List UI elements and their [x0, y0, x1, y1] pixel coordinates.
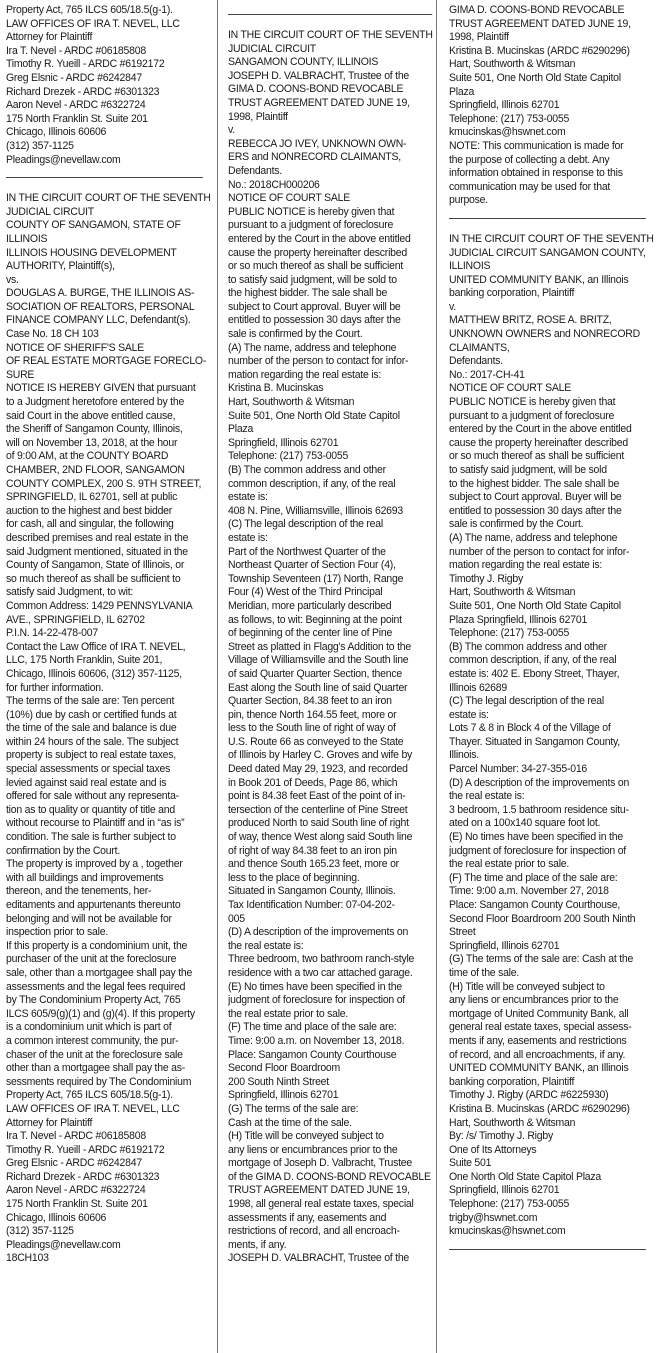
- notice-line: JUDICIAL CIRCUIT: [6, 205, 94, 218]
- notice-line: Thayer. Situated in Sangamon County,: [449, 735, 620, 748]
- notice-line: of right of way 84.38 feet to an iron pin: [228, 844, 397, 857]
- legal-notice: [228, 29, 440, 1266]
- notice-line: JUDICIAL CIRCUIT: [228, 42, 316, 55]
- notice-line: described premises and real estate in the: [6, 531, 189, 544]
- notice-line: Richard Drezek - ARDC #6301323: [6, 1170, 160, 1183]
- notice-line: (C) The legal description of the real: [449, 695, 604, 708]
- notice-line: sale, other than a mortgagee shall pay the: [6, 966, 193, 979]
- notice-line: 200 South Ninth Street: [228, 1075, 329, 1088]
- notice-line: (B) The common address and other: [449, 640, 607, 653]
- notice-line: Property Act, 765 ILCS 605/18.5(g-1).: [6, 4, 173, 16]
- notice-line: Plaza Springfield, Illinois 62701: [449, 613, 588, 626]
- notice-line: 18CH103: [6, 1252, 49, 1265]
- notice-line: P.I.N. 14-22-478-007: [6, 627, 98, 640]
- notice-line: chaser of the unit at the foreclosure sale: [6, 1048, 183, 1061]
- notice-line: the real estate prior to sale.: [228, 1007, 349, 1020]
- notice-line: 408 N. Pine, Williamsville, Illinois 62693: [228, 504, 403, 517]
- notice-line: pursuant to a judgment of foreclosure: [228, 219, 394, 232]
- notice-line: to the highest bidder. The sale shall be: [449, 477, 620, 490]
- notice-line: One North Old State Capitol Plaza: [449, 1170, 602, 1183]
- notice-line: SOCIATION OF REALTORS, PERSONAL: [6, 300, 195, 313]
- notice-line: Time: 9:00 a.m. on November 13, 2018.: [228, 1034, 405, 1047]
- notice-line: the purpose of collecting a debt. Any: [449, 153, 610, 166]
- notice-line: (A) The name, address and telephone: [228, 341, 397, 354]
- notice-line: mortgage of United Community Bank, all: [449, 1007, 629, 1020]
- notice-line: Three bedroom, two bathroom ranch-style: [228, 953, 415, 966]
- notice-line: JUDICIAL CIRCUIT SANGAMON COUNTY,: [449, 246, 646, 259]
- notice-line: SANGAMON COUNTY, ILLINOIS: [228, 56, 379, 69]
- notice-line: 175 North Franklin St. Suite 201: [6, 112, 148, 125]
- notice-line: of record, and all encroachments, if any.: [449, 1048, 626, 1061]
- notice-line: banking corporation, Plaintiff: [449, 1075, 575, 1088]
- column-2: [228, 4, 440, 1266]
- notice-line: entered by the Court in the above entitled: [228, 232, 411, 245]
- notice-line: Second Floor Boardroom 200 South Ninth: [449, 912, 636, 925]
- notice-line: pin, thence North 164.55 feet, more or: [228, 708, 397, 721]
- legal-notice: [6, 192, 210, 1266]
- notice-separator: [449, 218, 646, 219]
- notice-line: Greg Elsnic - ARDC #6242847: [6, 1157, 142, 1170]
- notice-line: Quarter Section, 84.38 feet to an iron: [228, 695, 392, 708]
- notice-line: Timothy J. Rigby: [449, 572, 523, 585]
- notice-line: communication may be used for that: [449, 180, 611, 193]
- notice-line: pursuant to a judgment of foreclosure: [449, 409, 615, 422]
- notice-line: residence with a two car attached garage.: [228, 966, 413, 979]
- notice-line: mation regarding the real estate is:: [449, 559, 603, 572]
- notice-line: kmucinskas@hswnet.com: [449, 126, 566, 139]
- notice-line: satisfy said Judgment, to wit:: [6, 586, 134, 599]
- notice-line: ments, if any.: [228, 1238, 287, 1251]
- notice-line: Telephone: (217) 753-0055: [449, 627, 570, 640]
- notice-line: TRUST AGREEMENT DATED JUNE 19,: [449, 17, 631, 30]
- notice-line: of 9:00 AM, at the COUNTY BOARD: [6, 450, 169, 463]
- notice-line: (H) Title will be conveyed subject to: [228, 1130, 384, 1143]
- notice-line: estate is:: [449, 708, 489, 721]
- notice-line: Springfield, Illinois 62701: [228, 436, 339, 449]
- notice-line: Lots 7 & 8 in Block 4 of the Village of: [449, 722, 611, 735]
- notice-line: (G) The terms of the sale are:: [228, 1102, 359, 1115]
- notice-line: belonging and will not be available for: [6, 912, 172, 925]
- notice-line: Northeast Quarter of Section Four (4),: [228, 559, 396, 572]
- notice-line: Kristina B. Mucinskas (ARDC #6290296): [449, 44, 630, 57]
- notice-line: (G) The terms of the sale are: Cash at the: [449, 953, 634, 966]
- notice-line: Time: 9:00 a.m. November 27, 2018: [449, 885, 609, 898]
- notice-line: sessments required by The Condominium: [6, 1075, 192, 1088]
- notice-line: GIMA D. COONS-BOND REVOCABLE: [449, 4, 625, 16]
- notice-line: Kristina B. Mucinskas (ARDC #6290296): [449, 1102, 630, 1115]
- notice-line: (H) Title will be conveyed subject to: [449, 980, 605, 993]
- notice-line: UNITED COMMUNITY BANK, an Illinois: [449, 273, 629, 286]
- notice-line: COUNTY COMPLEX, 200 S. 9TH STREET,: [6, 477, 202, 490]
- notice-line: common description, if any, of the real: [449, 654, 617, 667]
- notice-line: v.: [228, 124, 235, 137]
- notice-line: Timothy R. Yueill - ARDC #6192172: [6, 1143, 165, 1156]
- notice-line: Tax Identification Number: 07-04-202-: [228, 899, 395, 911]
- notice-line: and thence South 165.23 feet, more or: [228, 858, 399, 871]
- notice-line: thereon, and the tenements, her-: [6, 885, 152, 898]
- notice-line: will on November 13, 2018, at the hour: [6, 436, 178, 449]
- notice-line: number of the person to contact for infor-: [449, 545, 630, 558]
- notice-line: less to the place of beginning.: [228, 871, 360, 884]
- notice-line: Suite 501, One North Old State Capitol: [228, 409, 400, 422]
- notice-separator: [449, 1249, 646, 1250]
- notice-line: Greg Elsnic - ARDC #6242847: [6, 71, 142, 84]
- column-3: [449, 4, 653, 1264]
- notice-line: 1998, Plaintiff: [228, 110, 288, 123]
- notice-line: Ira T. Nevel - ARDC #06185808: [6, 1130, 146, 1143]
- notice-line: 1998, all general real estate taxes, special: [228, 1198, 414, 1211]
- notice-line: Cash at the time of the sale.: [228, 1116, 352, 1129]
- notice-line: other than a mortgagee shall pay the as-: [6, 1062, 185, 1075]
- notice-line: Meridian, more particularly described: [228, 599, 392, 612]
- notice-line: CLAIMANTS,: [449, 341, 510, 354]
- notice-line: the highest bidder. The sale shall be: [228, 287, 388, 300]
- notice-line: Suite 501, One North Old State Capitol: [449, 71, 621, 84]
- notice-line: DOUGLAS A. BURGE, THE ILLINOIS AS-: [6, 287, 195, 300]
- notice-line: information obtained in response to this: [449, 167, 623, 180]
- notice-line: Timothy R. Yueill - ARDC #6192172: [6, 58, 165, 71]
- notice-line: JOSEPH D. VALBRACHT, Trustee of the: [228, 1252, 410, 1265]
- notice-line: Suite 501: [449, 1157, 492, 1170]
- notice-line: OF REAL ESTATE MORTGAGE FORECLO-: [6, 355, 207, 368]
- notice-line: cause the property hereinafter described: [228, 246, 407, 259]
- notice-line: common description, if any, of the real: [228, 477, 396, 490]
- notice-line: REBECCA JO IVEY, UNKNOWN OWN-: [228, 137, 407, 150]
- notice-line: (10%) due by cash or certified funds at: [6, 708, 177, 721]
- notice-line: East along the South line of said Quarter: [228, 681, 408, 694]
- notice-line: (E) No times have been specified in the: [449, 831, 623, 844]
- notice-line: NOTICE OF SHERIFF'S SALE: [6, 341, 144, 354]
- notice-line: Hart, Southworth & Witsman: [449, 586, 576, 599]
- notice-line: confirmation by the Court.: [6, 844, 121, 857]
- notice-line: ILCS 605/9(g)(1) and (g)(4). If this property: [6, 1007, 195, 1020]
- notice-line: IN THE CIRCUIT COURT OF THE SEVENTH: [449, 232, 654, 245]
- notice-line: (A) The name, address and telephone: [449, 531, 618, 544]
- notice-line: CHAMBER, 2ND FLOOR, SANGAMON: [6, 464, 185, 476]
- notice-line: purpose.: [449, 194, 488, 207]
- notice-line: Telephone: (217) 753-0055: [449, 112, 570, 125]
- notice-line: UNITED COMMUNITY BANK, an Illinois: [449, 1062, 629, 1075]
- notice-line: Attorney for Plaintiff: [6, 1116, 93, 1129]
- notice-line: ments if any, easements and restrictions: [449, 1034, 627, 1047]
- notice-line: number of the person to contact for infor-: [228, 355, 409, 368]
- notice-line: of beginning of the center line of Pine: [228, 627, 393, 640]
- notice-line: Street as platted in Flagg's Addition to the: [228, 640, 411, 653]
- notice-line: sale is confirmed by the Court.: [449, 518, 584, 531]
- notice-line: NOTICE OF COURT SALE: [449, 382, 571, 395]
- notice-line: NOTICE IS HEREBY GIVEN that pursuant: [6, 382, 196, 395]
- notice-line: LAW OFFICES OF IRA T. NEVEL, LLC: [6, 17, 180, 30]
- notice-line: 1998, Plaintiff: [449, 31, 509, 44]
- column-divider: [217, 0, 218, 1353]
- notice-line: without recourse to Plaintiff and in “as is”: [6, 817, 185, 830]
- notice-line: (F) The time and place of the sale are:: [228, 1021, 397, 1034]
- notice-line: UNKNOWN OWNERS and NONRECORD: [449, 328, 640, 341]
- notice-line: (F) The time and place of the sale are:: [449, 871, 618, 884]
- notice-line: to a Judgment heretofore entered by the: [6, 396, 185, 409]
- notice-line: said Court in the above entitled cause,: [6, 409, 176, 422]
- notice-line: 005: [228, 912, 245, 925]
- notice-line: subject to Court approval. Buyer will be: [228, 300, 401, 313]
- notice-line: JOSEPH D. VALBRACHT, Trustee of the: [228, 69, 410, 82]
- notice-line: tersection of the centerline of Pine Street: [228, 803, 408, 816]
- notice-line: ILLINOIS: [449, 260, 491, 273]
- notice-line: GIMA D. COONS-BOND REVOCABLE: [228, 83, 404, 96]
- notice-line: Second Floor Boardroom: [228, 1062, 341, 1075]
- notice-line: is a condominium unit which is part of: [6, 1021, 172, 1034]
- notice-line: purchaser of the unit at the foreclosure: [6, 953, 177, 966]
- notice-line: Illinois 62689: [449, 681, 507, 694]
- notice-line: the Sheriff of Sangamon County, Illinois,: [6, 423, 183, 436]
- notice-line: Chicago, Illinois 60606, (312) 357-1125,: [6, 667, 182, 680]
- notice-line: Situated in Sangamon County, Illinois.: [228, 885, 396, 898]
- notice-line: subject to Court approval. Buyer will be: [449, 491, 622, 504]
- notice-line: to satisfy said judgment, will be sold to: [228, 273, 397, 286]
- notice-line: COUNTY OF SANGAMON, STATE OF: [6, 219, 181, 232]
- notice-line: By: /s/ Timothy J. Rigby: [449, 1130, 553, 1143]
- notice-line: estate is:: [228, 491, 268, 504]
- notice-line: any liens or encumbrances prior to the: [228, 1143, 398, 1156]
- notice-line: of said Quarter Quarter Section, thence: [228, 667, 402, 680]
- notice-line: FINANCE COMPANY LLC, Defendant(s).: [6, 314, 191, 327]
- notice-line: (C) The legal description of the real: [228, 518, 383, 531]
- notice-line: the real estate prior to sale.: [449, 858, 570, 871]
- legal-notice: [6, 4, 210, 167]
- notice-line: Chicago, Illinois 60606: [6, 1211, 107, 1224]
- notice-line: by The Condominium Property Act, 765: [6, 994, 181, 1007]
- notice-line: entitled to possession 30 days after the: [228, 314, 401, 327]
- notice-line: ated on a 100x140 square foot lot.: [449, 817, 601, 830]
- notice-line: in Book 201 of Deeds, Page 86, which: [228, 776, 398, 789]
- notice-line: TRUST AGREEMENT DATED JUNE 19,: [228, 96, 410, 109]
- notice-line: within 24 hours of the sale. The subject: [6, 735, 179, 748]
- notice-line: Property Act, 765 ILCS 605/18.5(g-1).: [6, 1089, 173, 1102]
- notice-line: so much thereof as shall be sufficient to: [6, 572, 181, 585]
- notice-line: ERS and NONRECORD CLAIMANTS,: [228, 151, 401, 164]
- notice-line: Attorney for Plaintiff: [6, 31, 93, 44]
- notice-line: Case No. 18 CH 103: [6, 328, 99, 341]
- column-1: [6, 4, 210, 1266]
- notice-line: ILLINOIS HOUSING DEVELOPMENT: [6, 246, 177, 259]
- notice-line: SPRINGFIELD, IL 62701, sell at public: [6, 491, 178, 504]
- notice-line: judgment of foreclosure for inspection of: [449, 844, 626, 857]
- notice-line: Timothy J. Rigby (ARDC #6225930): [449, 1089, 609, 1102]
- notice-line: Place: Sangamon County Courthouse,: [449, 899, 621, 911]
- notice-line: for further information.: [6, 681, 104, 694]
- notice-line: No.: 2017-CH-41: [449, 368, 525, 381]
- notice-line: a common interest community, the pur-: [6, 1034, 179, 1047]
- notice-line: time of the sale.: [449, 966, 520, 979]
- notice-line: with all buildings and improvements: [6, 871, 164, 884]
- notice-line: LAW OFFICES OF IRA T. NEVEL, LLC: [6, 1102, 180, 1115]
- notice-line: auction to the highest and best bidder: [6, 504, 173, 517]
- notice-line: cause the property hereinafter described: [449, 436, 628, 449]
- notice-line: AVE., SPRINGFIELD, IL 62702: [6, 613, 145, 626]
- notice-line: (E) No times have been specified in the: [228, 980, 402, 993]
- notice-line: Springfield, Illinois 62701: [449, 939, 560, 952]
- notice-separator: [228, 14, 432, 15]
- notice-line: for cash, all and singular, the following: [6, 518, 174, 531]
- notice-line: (312) 357-1125: [6, 139, 74, 152]
- legal-notice: [449, 4, 653, 208]
- notice-line: tion as to quality or quantity of title and: [6, 803, 175, 816]
- notice-line: general real estate taxes, special assess-: [449, 1021, 632, 1034]
- notice-line: assessments if any, easements and: [228, 1211, 387, 1224]
- notice-line: vs.: [6, 273, 19, 286]
- notice-line: Aaron Nevel - ARDC #6322724: [6, 99, 146, 112]
- notice-line: Hart, Southworth & Witsman: [449, 1116, 576, 1129]
- notice-line: Telephone: (217) 753-0055: [449, 1198, 570, 1211]
- notice-line: as follows, to wit: Beginning at the point: [228, 613, 402, 626]
- notice-line: levied against said real estate and is: [6, 776, 167, 789]
- notice-line: trigby@hswnet.com: [449, 1211, 538, 1224]
- notice-line: Plaza: [449, 85, 475, 98]
- notice-line: Township Seventeen (17) North, Range: [228, 572, 404, 585]
- notice-line: Defendants.: [228, 164, 282, 177]
- notice-line: Aaron Nevel - ARDC #6322724: [6, 1184, 146, 1197]
- notice-line: One of Its Attorneys: [449, 1143, 537, 1156]
- notice-line: banking corporation, Plaintiff: [449, 287, 575, 300]
- notice-line: Parcel Number: 34-27-355-016: [449, 763, 588, 776]
- notice-line: produced North to said South line of right: [228, 817, 409, 830]
- legal-notice: [449, 233, 653, 1239]
- notice-line: Deed dated May 29, 1923, and recorded: [228, 763, 408, 776]
- notice-line: to satisfy said judgment, will be sold: [449, 464, 607, 476]
- notice-line: If this property is a condominium unit, the: [6, 939, 188, 952]
- notice-line: said Judgment mentioned, situated in the: [6, 545, 188, 558]
- notice-line: Defendants.: [449, 355, 503, 368]
- notice-line: special assessments or special taxes: [6, 763, 171, 776]
- notice-line: Suite 501, One North Old State Capitol: [449, 599, 621, 612]
- notice-line: 175 North Franklin St. Suite 201: [6, 1198, 148, 1211]
- notice-line: of the GIMA D. COONS-BOND REVOCABLE: [228, 1170, 431, 1183]
- notice-line: Springfield, Illinois 62701: [449, 1184, 560, 1197]
- notice-line: Hart, Southworth & Witsman: [228, 396, 355, 409]
- notice-line: inspection prior to sale.: [6, 926, 109, 939]
- notice-line: Part of the Northwest Quarter of the: [228, 545, 386, 558]
- notice-line: ILLINOIS: [6, 232, 48, 245]
- notice-line: of way, thence West along said South line: [228, 831, 413, 844]
- notice-line: IN THE CIRCUIT COURT OF THE SEVENTH: [6, 192, 211, 205]
- notice-line: Place: Sangamon County Courthouse: [228, 1048, 397, 1061]
- notice-line: Four (4) West of the Third Principal: [228, 586, 383, 599]
- notice-line: 3 bedroom, 1.5 bathroom residence situ-: [449, 803, 629, 816]
- notice-line: Pleadings@nevellaw.com: [6, 1238, 121, 1251]
- notice-line: U.S. Route 66 as conveyed to the State: [228, 735, 404, 748]
- notice-line: NOTE: This communication is made for: [449, 139, 624, 152]
- notice-line: any liens or encumbrances prior to the: [449, 994, 619, 1007]
- notice-line: or so much thereof as shall be sufficient: [449, 450, 625, 463]
- notice-line: mortgage of Joseph D. Valbracht, Trustee: [228, 1157, 412, 1170]
- notice-line: NOTICE OF COURT SALE: [228, 192, 350, 205]
- notice-line: Contact the Law Office of IRA T. NEVEL,: [6, 640, 186, 653]
- notice-line: (B) The common address and other: [228, 464, 386, 476]
- notice-line: Telephone: (217) 753-0055: [228, 450, 349, 463]
- notice-line: Street: [449, 926, 476, 939]
- notice-line: condition. The sale is further subject to: [6, 831, 176, 844]
- notice-line: point is 84.38 feet East of the point of in-: [228, 790, 406, 803]
- notice-line: The property is improved by a , together: [6, 858, 183, 871]
- notice-line: entitled to possession 30 days after the: [449, 504, 622, 517]
- notice-line: Kristina B. Mucinskas: [228, 382, 324, 395]
- notice-line: judgment of foreclosure for inspection of: [228, 994, 405, 1007]
- notice-line: Plaza: [228, 423, 254, 436]
- notice-line: PUBLIC NOTICE is hereby given that: [449, 396, 616, 409]
- notice-separator: [6, 177, 203, 178]
- notice-line: Village of Williamsville and the South line: [228, 654, 409, 667]
- notice-line: Ira T. Nevel - ARDC #06185808: [6, 44, 146, 57]
- notice-line: Springfield, Illinois 62701: [228, 1089, 339, 1102]
- notice-line: the real estate is:: [449, 790, 525, 803]
- notice-line: Hart, Southworth & Witsman: [449, 58, 576, 71]
- notice-line: less to the South line of right of way of: [228, 722, 396, 735]
- notice-line: mation regarding the real estate is:: [228, 368, 382, 381]
- notice-line: TRUST AGREEMENT DATED JUNE 19,: [228, 1184, 410, 1197]
- notice-line: (312) 357-1125: [6, 1225, 74, 1238]
- notice-line: Illinois.: [449, 749, 479, 762]
- notice-line: IN THE CIRCUIT COURT OF THE SEVENTH: [228, 29, 433, 41]
- notice-line: the time of the sale and balance is due: [6, 722, 177, 735]
- notice-line: MATTHEW BRITZ, ROSE A. BRITZ,: [449, 314, 612, 327]
- notice-line: Richard Drezek - ARDC #6301323: [6, 85, 160, 98]
- notice-line: editaments and appurtenants thereunto: [6, 899, 181, 911]
- notice-line: LLC, 175 North Franklin, Suite 201,: [6, 654, 163, 667]
- notice-line: restrictions of record, and all encroach-: [228, 1225, 400, 1238]
- notice-line: kmucinskas@hswnet.com: [449, 1225, 566, 1238]
- notice-line: assessments and the legal fees required: [6, 980, 186, 993]
- notice-line: entered by the Court in the above entitled: [449, 423, 632, 436]
- notice-line: sale is confirmed by the Court.: [228, 328, 363, 341]
- notice-line: property is subject to real estate taxes,: [6, 749, 176, 762]
- notice-line: or so much thereof as shall be sufficient: [228, 260, 404, 273]
- notice-line: County of Sangamon, State of Illinois, or: [6, 559, 185, 572]
- notice-line: offered for sale without any representa-: [6, 790, 179, 803]
- notice-line: Common Address: 1429 PENNSYLVANIA: [6, 599, 193, 612]
- notice-line: Pleadings@nevellaw.com: [6, 153, 121, 166]
- notice-line: AUTHORITY, Plaintiff(s),: [6, 260, 115, 273]
- notice-line: PUBLIC NOTICE is hereby given that: [228, 205, 395, 218]
- notice-line: v.: [449, 300, 456, 313]
- notice-line: Springfield, Illinois 62701: [449, 99, 560, 112]
- notice-line: estate is:: [228, 531, 268, 544]
- notice-line: (D) A description of the improvements on: [449, 776, 630, 789]
- notice-line: estate is: 402 E. Ebony Street, Thayer,: [449, 667, 620, 680]
- notice-line: SURE: [6, 368, 35, 381]
- notice-line: the real estate is:: [228, 939, 304, 952]
- notice-line: (D) A description of the improvements on: [228, 926, 409, 939]
- notice-line: The terms of the sale are: Ten percent: [6, 695, 175, 708]
- notice-line: of Illinois by Harley C. Groves and wife by: [228, 749, 413, 762]
- notice-line: Chicago, Illinois 60606: [6, 126, 107, 139]
- notice-line: No.: 2018CH000206: [228, 178, 320, 191]
